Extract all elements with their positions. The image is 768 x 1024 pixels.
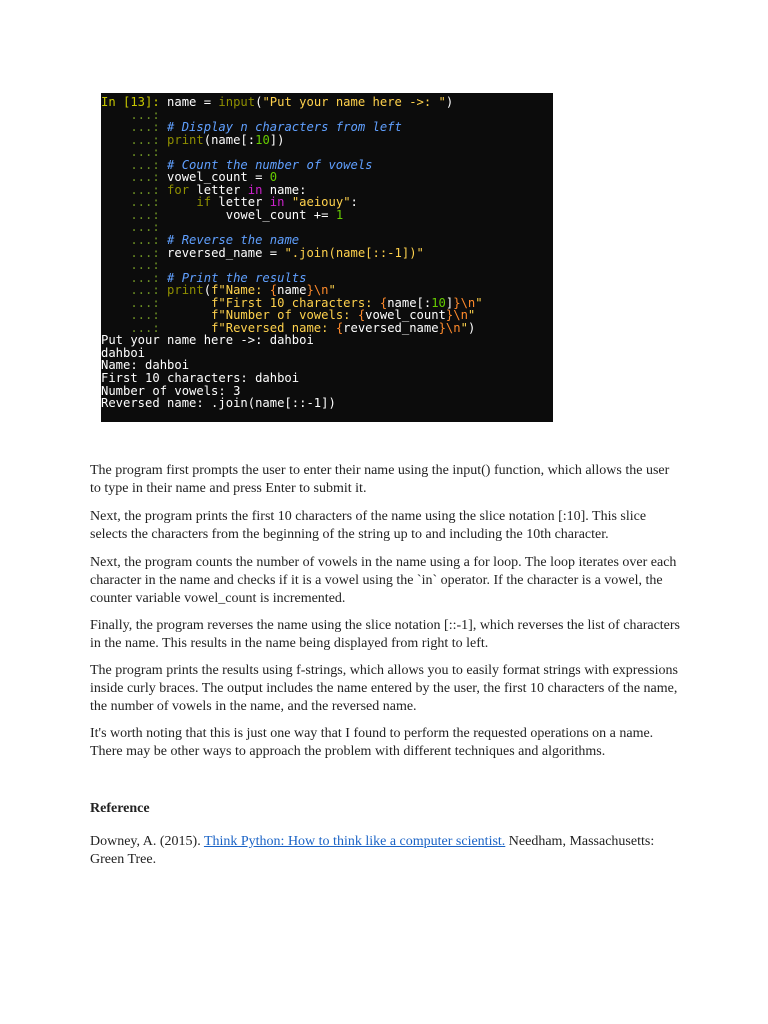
code-token: ) bbox=[467, 320, 476, 335]
code-token: ...: bbox=[101, 207, 168, 222]
paragraph-4: Finally, the program reverses the name using the slice notation [::-1], which reverses the list of characters in the name. This results in the name being displayed from right to left. bbox=[90, 618, 681, 651]
code-line bbox=[101, 334, 553, 347]
code-token: First 10 characters: dahboi bbox=[101, 371, 300, 386]
code-token: ...: bbox=[101, 132, 168, 147]
code-token: ...: bbox=[101, 308, 168, 323]
code-token: ...: bbox=[101, 295, 168, 310]
code-token: \n bbox=[453, 308, 468, 323]
code-token: " bbox=[328, 283, 336, 298]
code-token: ( bbox=[203, 283, 212, 298]
code-line bbox=[101, 209, 553, 222]
code-token: Name: dahboi bbox=[101, 358, 190, 373]
code-token: in bbox=[247, 182, 263, 197]
code-token: In [13]: bbox=[101, 95, 168, 109]
code-token: for bbox=[167, 182, 190, 197]
reference-heading: Reference bbox=[90, 801, 150, 816]
code-token: } bbox=[438, 320, 446, 335]
code-token: Put your name here ->: dahboi bbox=[101, 333, 314, 348]
paragraph-1: The program first prompts the user to enter their name using the input() function, which allows the user to type in their name and press Enter to submit it. bbox=[90, 463, 670, 496]
reference-author-year: Downey, A. (2015). bbox=[90, 834, 204, 849]
code-token: : bbox=[350, 195, 358, 210]
code-token: 10 bbox=[431, 295, 446, 310]
code-token: if bbox=[196, 195, 212, 210]
code-token: in bbox=[269, 195, 285, 210]
code-token: # Print the results bbox=[167, 270, 307, 285]
code-token: name = bbox=[167, 95, 219, 109]
code-token: vowel_count bbox=[365, 308, 446, 323]
code-token: ...: bbox=[101, 283, 168, 298]
reference-title-link[interactable]: Think Python: How to think like a computer scientist. bbox=[203, 834, 506, 849]
code-token: } bbox=[306, 283, 314, 298]
code-token: ...: bbox=[101, 233, 168, 248]
code-token: " bbox=[467, 308, 476, 323]
paragraph-6: It's worth noting that this is just one way that I found to perform the requested operations on a name. There may be other ways to approach the problem with different techniques and algorithms. bbox=[90, 726, 654, 759]
code-token: f"First 10 characters: bbox=[211, 295, 380, 310]
code-token: print bbox=[167, 283, 204, 298]
reference-publisher: Needham, Massachusetts: Green Tree. bbox=[90, 834, 655, 867]
code-token: { bbox=[269, 283, 278, 298]
code-line bbox=[101, 134, 553, 147]
code-token: ...: bbox=[101, 245, 168, 260]
code-token: # Count the number of vowels bbox=[167, 157, 373, 172]
code-token: ...: bbox=[101, 182, 168, 197]
code-token: ...: bbox=[101, 195, 168, 210]
paragraph-3: Next, the program counts the number of vowels in the name using a for loop. The loop iterates over each character in the name and checks if it is a vowel using the `in` operator. If the character is a vowel, the counter variable vowel_count is incremented. bbox=[90, 555, 677, 606]
code-token: reversed_name = bbox=[167, 245, 285, 260]
paragraph-5: The program prints the results using f-strings, which allows you to easily format strings with expressions inside curly braces. The output includes the name entered by the user, the first 10 characters of the name, the number of vowels in the name, and the reversed name. bbox=[90, 663, 678, 714]
code-token: print bbox=[167, 132, 204, 147]
code-token: ( bbox=[255, 95, 263, 109]
code-token: ] bbox=[445, 295, 454, 310]
code-token: ]) bbox=[269, 132, 285, 147]
code-line bbox=[101, 247, 553, 260]
code-token: (name[: bbox=[203, 132, 256, 147]
reference-entry bbox=[90, 833, 680, 869]
code-token: } bbox=[445, 308, 454, 323]
code-token: ...: bbox=[101, 270, 168, 285]
code-token: ...: bbox=[101, 120, 168, 135]
code-token: # Display n characters from left bbox=[167, 120, 402, 135]
code-token: letter bbox=[211, 195, 270, 210]
code-screenshot bbox=[101, 93, 553, 422]
code-token: f"Number of vowels: bbox=[211, 308, 358, 323]
code-token: \n bbox=[313, 283, 329, 298]
code-token: ...: bbox=[101, 320, 168, 335]
paragraph-2: Next, the program prints the first 10 characters of the name using the slice notation [:10]. This slice selects the characters from the beginning of the string up to and including the 10th character. bbox=[90, 509, 647, 542]
code-token: " bbox=[460, 320, 468, 335]
code-token: { bbox=[335, 320, 344, 335]
code-token: "aeiouy" bbox=[291, 195, 351, 210]
code-token: ...: bbox=[101, 170, 168, 185]
code-token: # Reverse the name bbox=[167, 233, 300, 248]
code-token: ) bbox=[445, 95, 454, 109]
code-token: name: bbox=[262, 182, 307, 197]
code-token: ...: bbox=[101, 107, 168, 122]
code-token: 10 bbox=[255, 132, 270, 147]
code-token: Reversed name: .join(name[::-1]) bbox=[101, 396, 336, 411]
code-token: dahboi bbox=[101, 345, 146, 360]
code-token: name[: bbox=[387, 295, 432, 310]
code-token: Number of vowels: 3 bbox=[101, 383, 241, 398]
code-line bbox=[101, 96, 553, 109]
code-token: reversed_name bbox=[343, 320, 439, 335]
code-token: input bbox=[218, 95, 256, 109]
code-token: f"Reversed name: bbox=[211, 320, 336, 335]
code-token: ...: bbox=[101, 220, 168, 235]
code-token: "Put your name here ->: " bbox=[262, 95, 446, 109]
code-token: \n bbox=[445, 320, 461, 335]
code-token: vowel_count = bbox=[167, 170, 270, 185]
code-token: f"Name: bbox=[211, 283, 270, 298]
code-token: 0 bbox=[269, 170, 278, 185]
code-token: letter bbox=[189, 182, 248, 197]
code-token: name bbox=[277, 283, 307, 298]
code-line bbox=[101, 397, 553, 410]
code-token: ...: bbox=[101, 145, 168, 160]
code-token: { bbox=[357, 308, 366, 323]
code-token: } bbox=[453, 295, 461, 310]
code-token: ...: bbox=[101, 258, 168, 273]
code-token: { bbox=[379, 295, 388, 310]
code-token: vowel_count += bbox=[167, 207, 336, 222]
code-token: " bbox=[475, 295, 483, 310]
code-token: ".join(name[::-1])" bbox=[284, 245, 424, 260]
code-token: \n bbox=[460, 295, 476, 310]
code-token: ...: bbox=[101, 157, 168, 172]
code-token: 1 bbox=[335, 207, 344, 222]
